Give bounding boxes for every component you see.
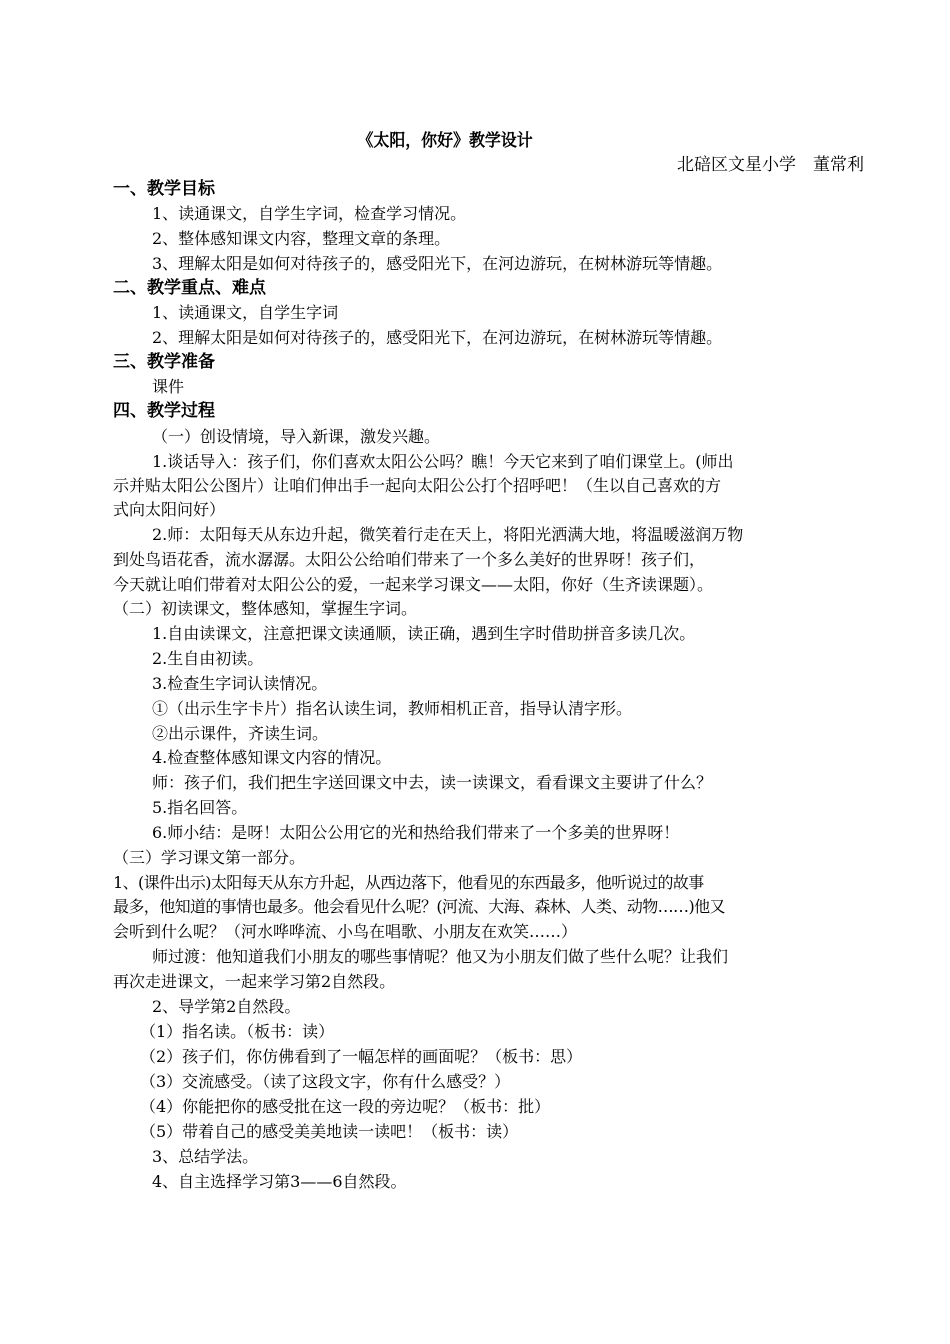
paragraph-line: 师过渡：他知道我们小朋友的哪些事情呢？他又为小朋友们做了些什么呢？让我们 — [152, 947, 729, 966]
paragraph-line: 3、理解太阳是如何对待孩子的，感受阳光下，在河边游玩，在树林游玩等情趣。 — [152, 254, 723, 273]
paragraph-line: 课件 — [152, 377, 185, 396]
paragraph-line: 1、(课件出示)太阳每天从东方升起，从西边落下，他看见的东西最多，他听说过的故事 — [113, 873, 704, 892]
paragraph-line: ①（出示生字卡片）指名认读生词，教师相机正音，指导认清字形。 — [152, 699, 633, 718]
page-title: 《太阳，你好》教学设计 — [357, 131, 533, 151]
section-heading-1: 一、教学目标 — [113, 179, 215, 199]
paragraph-line: 2、导学第2自然段。 — [152, 997, 301, 1016]
paragraph-line: 4、自主选择学习第3——6自然段。 — [152, 1172, 407, 1191]
paragraph-line: 师：孩子们，我们把生字送回课文中去，读一读课文，看看课文主要讲了什么？ — [152, 773, 713, 792]
paragraph-line: 2.师：太阳每天从东边升起，微笑着行走在天上，将阳光洒满大地，将温暖滋润万物 — [152, 525, 744, 544]
paragraph-line: （3）交流感受。（读了这段文字，你有什么感受？） — [140, 1072, 511, 1091]
paragraph-line: 1、读通课文，自学生字词 — [152, 303, 339, 322]
section-heading-3: 三、教学准备 — [113, 352, 215, 372]
paragraph-line: 示并贴太阳公公图片）让咱们伸出手一起向太阳公公打个招呼吧！（生以自己喜欢的方 — [113, 476, 722, 495]
subsection-heading: （二）初读课文，整体感知，掌握生字词。 — [113, 599, 418, 618]
paragraph-line: 今天就让咱们带着对太阳公公的爱，一起来学习课文——太阳，你好（生齐读课题）。 — [113, 575, 714, 594]
paragraph-line: （1）指名读。（板书：读） — [140, 1022, 335, 1041]
subsection-heading: （一）创设情境，导入新课，激发兴趣。 — [152, 427, 441, 446]
paragraph-line: 到处鸟语花香，流水潺潺。太阳公公给咱们带来了一个多么美好的世界呀！孩子们， — [113, 550, 706, 569]
paragraph-line: 1、读通课文，自学生字词，检查学习情况。 — [152, 204, 467, 223]
paragraph-line: 6.师小结：是呀！太阳公公用它的光和热给我们带来了一个多美的世界呀！ — [152, 823, 680, 842]
paragraph-line: （5）带着自己的感受美美地读一读吧！（板书：读） — [140, 1122, 519, 1141]
paragraph-line: 2.生自由初读。 — [152, 649, 264, 668]
paragraph-line: 5.指名回答。 — [152, 798, 248, 817]
paragraph-line: 再次走进课文，一起来学习第2自然段。 — [113, 972, 396, 991]
section-heading-2: 二、教学重点、难点 — [113, 278, 266, 298]
section-heading-4: 四、教学过程 — [113, 401, 215, 421]
paragraph-line: 2、整体感知课文内容，整理文章的条理。 — [152, 229, 451, 248]
paragraph-line: 1.谈话导入：孩子们，你们喜欢太阳公公吗？瞧！今天它来到了咱们课堂上。(师出 — [152, 452, 734, 471]
paragraph-line: 式向太阳问好） — [113, 500, 226, 519]
paragraph-line: 4.检查整体感知课文内容的情况。 — [152, 748, 392, 767]
paragraph-line: （4）你能把你的感受批在这一段的旁边呢？（板书：批） — [140, 1097, 551, 1116]
paragraph-line: 最多，他知道的事情也最多。他会看见什么呢？(河流、大海、森林、人类、动物……)他又 — [113, 897, 725, 916]
author-line: 北碚区文星小学 董常利 — [677, 155, 864, 175]
paragraph-line: （2）孩子们，你仿佛看到了一幅怎样的画面呢？（板书：思） — [140, 1047, 583, 1066]
subsection-heading: （三）学习课文第一部分。 — [113, 848, 306, 867]
paragraph-line: 3、总结学法。 — [152, 1147, 259, 1166]
paragraph-line: 2、理解太阳是如何对待孩子的，感受阳光下，在河边游玩，在树林游玩等情趣。 — [152, 328, 723, 347]
paragraph-line: 1.自由读课文，注意把课文读通顺，读正确，遇到生字时借助拼音多读几次。 — [152, 624, 696, 643]
paragraph-line: 3.检查生字词认读情况。 — [152, 674, 328, 693]
paragraph-line: 会听到什么呢？（河水哗哗流、小鸟在唱歌、小朋友在欢笑……） — [113, 922, 578, 941]
paragraph-line: ②出示课件，齐读生词。 — [152, 724, 329, 743]
